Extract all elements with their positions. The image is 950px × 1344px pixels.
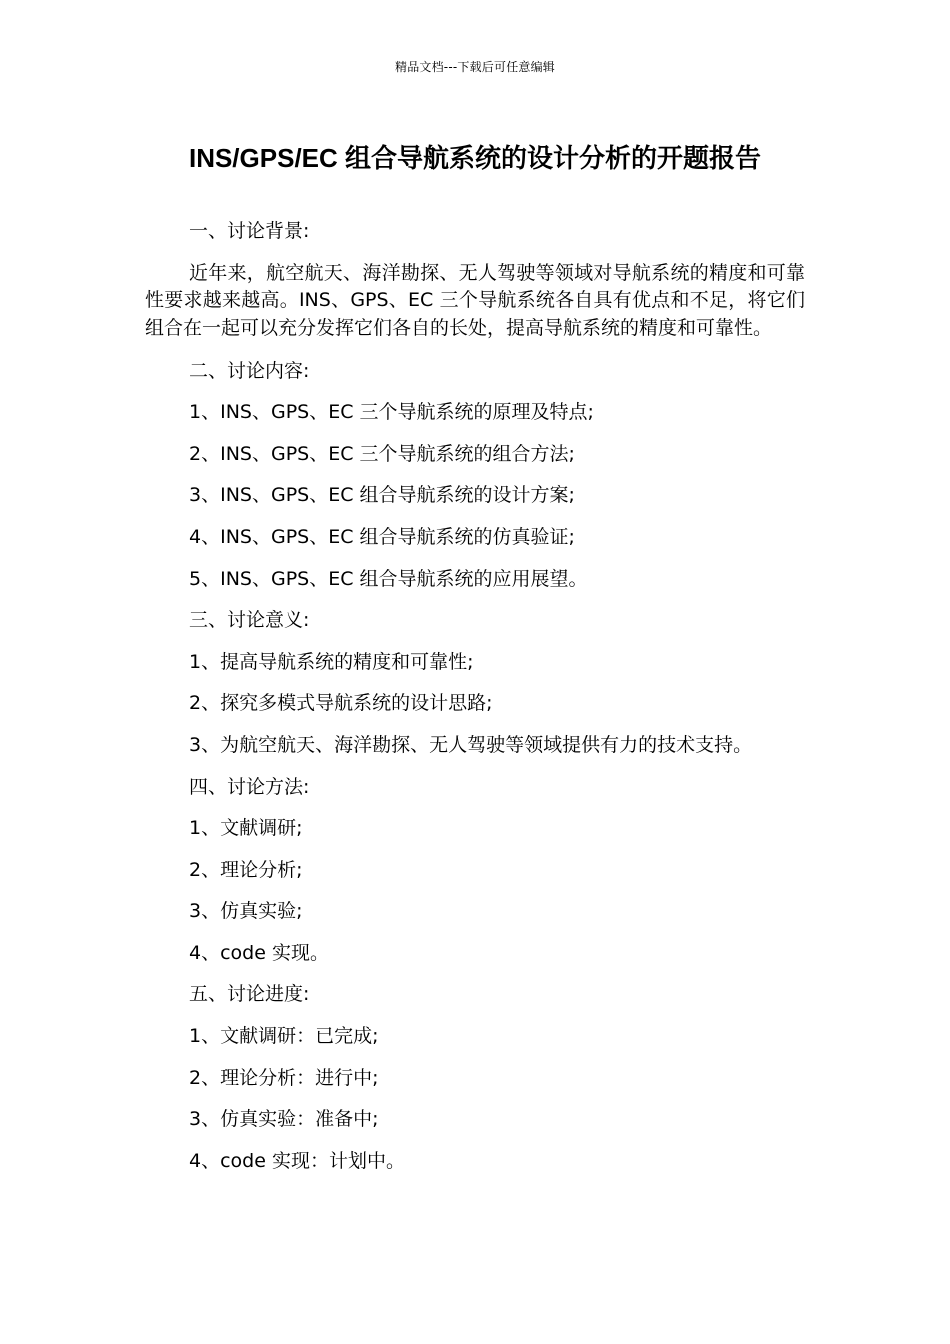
list-item: 2、理论分析; xyxy=(189,858,303,881)
section-heading-significance: 三、讨论意义: xyxy=(189,609,310,632)
section-heading-content: 二、讨论内容: xyxy=(189,359,310,382)
header-note: 精品文档---下载后可任意编辑 xyxy=(395,60,555,74)
list-item: 2、理论分析：进行中; xyxy=(189,1066,379,1089)
list-item: 5、INS、GPS、EC 组合导航系统的应用展望。 xyxy=(189,567,588,590)
list-item: 1、文献调研; xyxy=(189,817,303,840)
list-item: 3、为航空航天、海洋勘探、无人驾驶等领域提供有力的技术支持。 xyxy=(189,733,753,756)
list-item: 4、code 实现：计划中。 xyxy=(189,1149,405,1172)
section-heading-methods: 四、讨论方法: xyxy=(189,775,310,798)
list-item: 2、INS、GPS、EC 三个导航系统的组合方法; xyxy=(189,442,575,465)
list-item: 1、文献调研：已完成; xyxy=(189,1025,379,1048)
list-item: 3、仿真实验：准备中; xyxy=(189,1108,379,1131)
list-item: 4、INS、GPS、EC 组合导航系统的仿真验证; xyxy=(189,525,575,548)
list-item: 1、INS、GPS、EC 三个导航系统的原理及特点; xyxy=(189,401,594,424)
background-paragraph: 近年来，航空航天、海洋勘探、无人驾驶等领域对导航系统的精度和可靠性要求越来越高。INS、GPS、EC 三个导航系统各自具有优点和不足，将它们组合在一起可以充分发挥它们各自的长处，提高导航系统的精度和可靠性。 xyxy=(145,261,805,340)
list-item: 3、仿真实验; xyxy=(189,900,303,923)
list-item: 1、提高导航系统的精度和可靠性; xyxy=(189,650,474,673)
document-body xyxy=(145,218,805,1189)
list-item: 2、探究多模式导航系统的设计思路; xyxy=(189,692,493,715)
list-item: 4、code 实现。 xyxy=(189,941,329,964)
document-title: INS/GPS/EC 组合导航系统的设计分析的开题报告 xyxy=(188,143,762,173)
section-heading-progress: 五、讨论进度: xyxy=(189,983,310,1006)
list-item: 3、INS、GPS、EC 组合导航系统的设计方案; xyxy=(189,484,575,507)
section-heading-background: 一、讨论背景: xyxy=(189,220,310,242)
